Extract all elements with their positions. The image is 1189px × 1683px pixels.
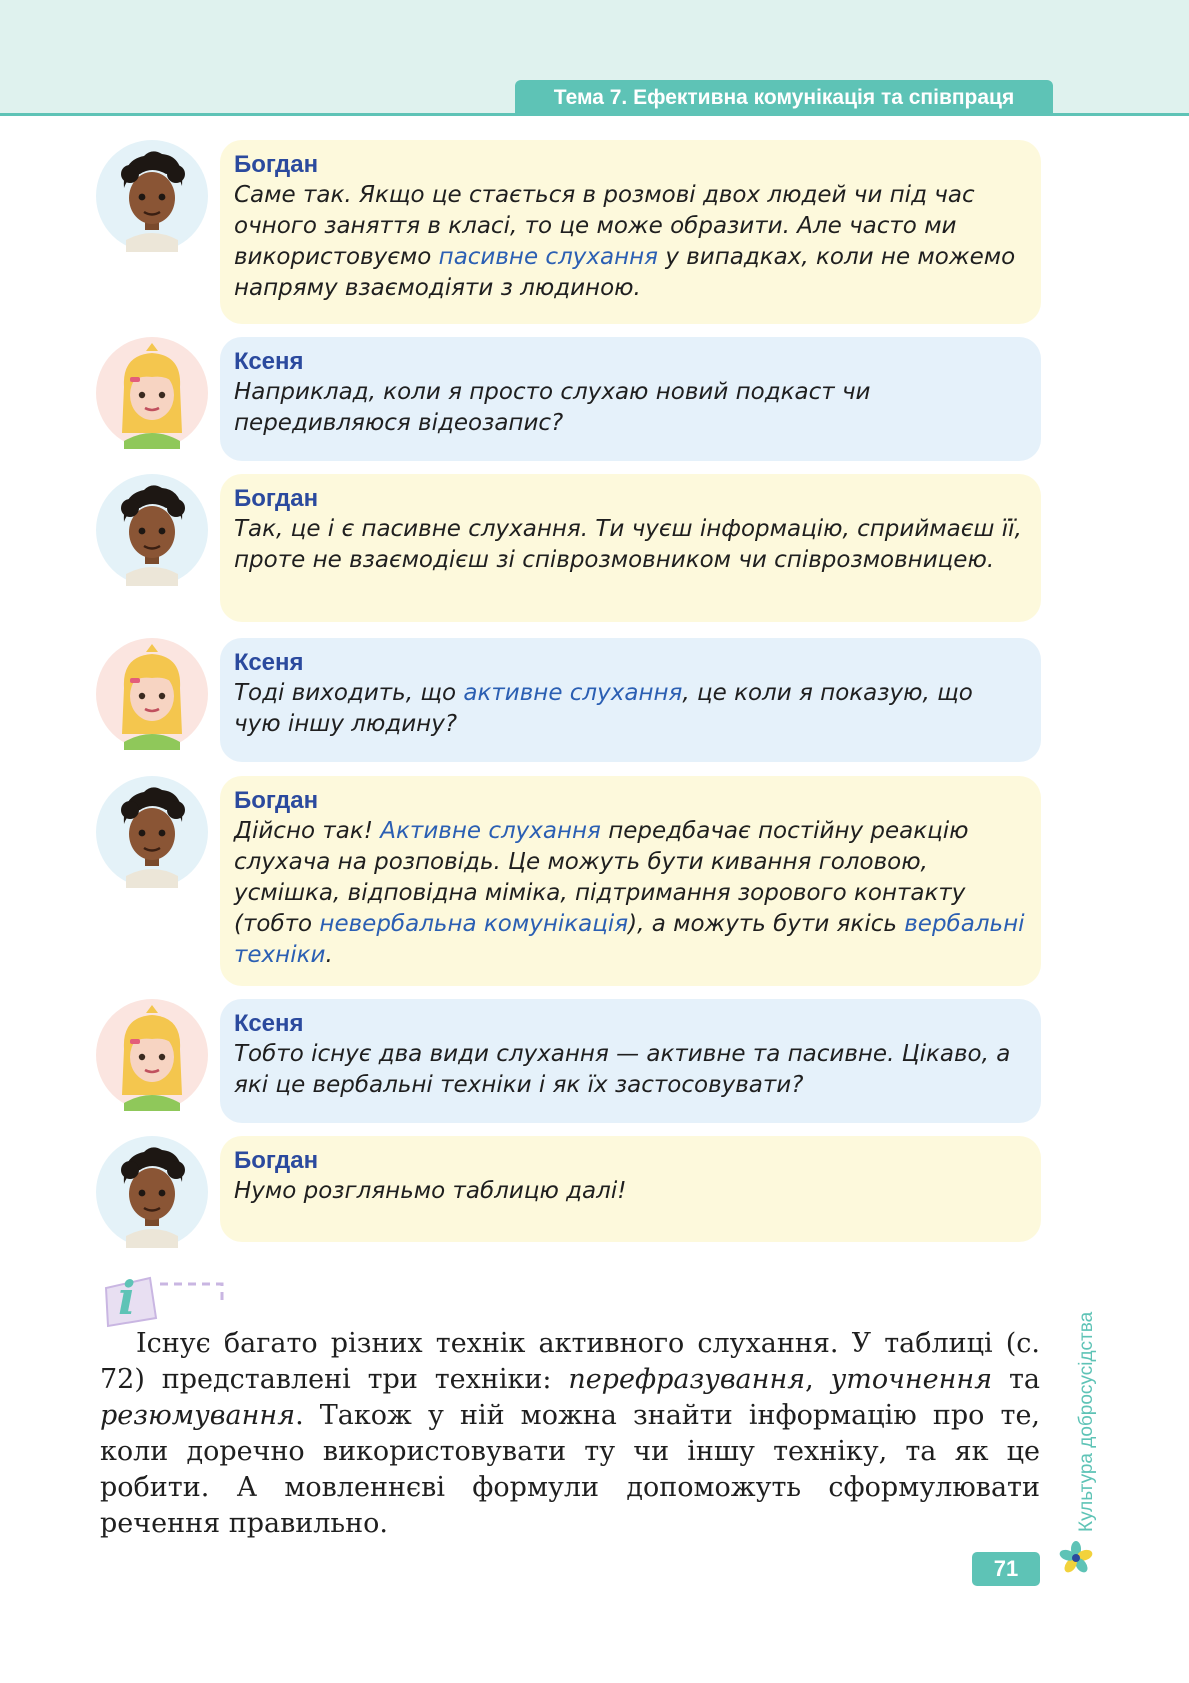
info-text: . Також у ній можна знайти інформацію про те, коли доречно використовувати ту чи іншу техніку, та як це робити. А мовленнєві формули допоможуть сформулювати речення правильно. <box>100 1400 1040 1539</box>
bohdan-avatar <box>96 140 208 252</box>
info-icon <box>100 1258 228 1328</box>
speech-bubble <box>220 337 1041 461</box>
speaker-name: Ксеня <box>234 649 304 676</box>
message-text: у випадках, коли не можемо напряму взаємодіяти з людиною. <box>234 244 1016 301</box>
speaker-name: Ксеня <box>234 1010 304 1037</box>
speech-bubble <box>220 1136 1041 1242</box>
message-text: Нумо розгляньмо таблицю далі! <box>234 1178 627 1204</box>
message-text: Дійсно так! <box>234 818 381 844</box>
highlighted-term: невербальна комунікація <box>319 911 629 937</box>
bohdan-avatar <box>96 1136 208 1248</box>
speaker-name: Богдан <box>234 787 319 814</box>
message-text: ), а можуть бути якісь <box>628 911 905 937</box>
svg-text:i: i <box>118 1271 136 1325</box>
speaker-name: Богдан <box>234 151 319 178</box>
speaker-name: Богдан <box>234 485 319 512</box>
message-text: Тобто існує два види слухання — активне та пасивне. Цікаво, а які це вербальні техніки і як їх застосовувати? <box>234 1041 1011 1098</box>
speech-bubble <box>220 999 1041 1123</box>
highlighted-term: Активне слухання <box>380 818 601 844</box>
bohdan-avatar <box>96 474 208 586</box>
highlighted-term: вербальні техніки <box>234 911 1025 968</box>
technique-term: резюмування <box>100 1400 296 1431</box>
topic-title: Тема 7. Ефективна комунікація та співпраця <box>515 80 1053 116</box>
speech-bubble <box>220 776 1041 986</box>
info-text: Існує багато різних технік активного слухання. У таблиці (с. 72) представлені три техніки: <box>100 1328 1040 1395</box>
speech-bubble <box>220 638 1041 762</box>
message-text: , це коли я показую, що чую іншу людину? <box>234 680 973 737</box>
highlighted-term: пасивне слухання <box>438 244 659 270</box>
technique-term: уточнення <box>830 1364 993 1395</box>
info-paragraph <box>100 1326 1040 1542</box>
message-text: передбачає постійну реакцію слухача на розповідь. Це можуть бути кивання головою, усмішка, відповідна міміка, підтримання зорового контакту (тобто <box>234 818 969 937</box>
message-text: . <box>325 942 333 968</box>
technique-term: перефразування <box>568 1364 806 1395</box>
message-text: Саме так. Якщо це стається в розмові двох людей чи під час очного заняття в класі, то це може образити. Але часто ми використовуємо <box>234 182 975 270</box>
message-text: Тоді виходить, що <box>234 680 464 706</box>
message-text: Наприклад, коли я просто слухаю новий подкаст чи передивляюся відеозапис? <box>234 379 871 436</box>
bohdan-avatar <box>96 776 208 888</box>
kseniia-avatar <box>96 638 208 750</box>
kseniia-avatar <box>96 337 208 449</box>
page-number: 71 <box>972 1552 1040 1586</box>
speaker-name: Ксеня <box>234 348 304 375</box>
section-label: Культура добросусідства <box>1076 1311 1097 1532</box>
info-text: , <box>805 1364 831 1395</box>
speech-bubble <box>220 140 1041 324</box>
flower-icon <box>1058 1540 1094 1576</box>
message-text: Так, це і є пасивне слухання. Ти чуєш інформацію, сприймаєш її, проте не взаємодієш зі співрозмовником чи співрозмовницею. <box>234 516 1022 573</box>
kseniia-avatar <box>96 999 208 1111</box>
highlighted-term: активне слухання <box>463 680 683 706</box>
speaker-name: Богдан <box>234 1147 319 1174</box>
speech-bubble <box>220 474 1041 622</box>
info-text: та <box>992 1364 1040 1395</box>
